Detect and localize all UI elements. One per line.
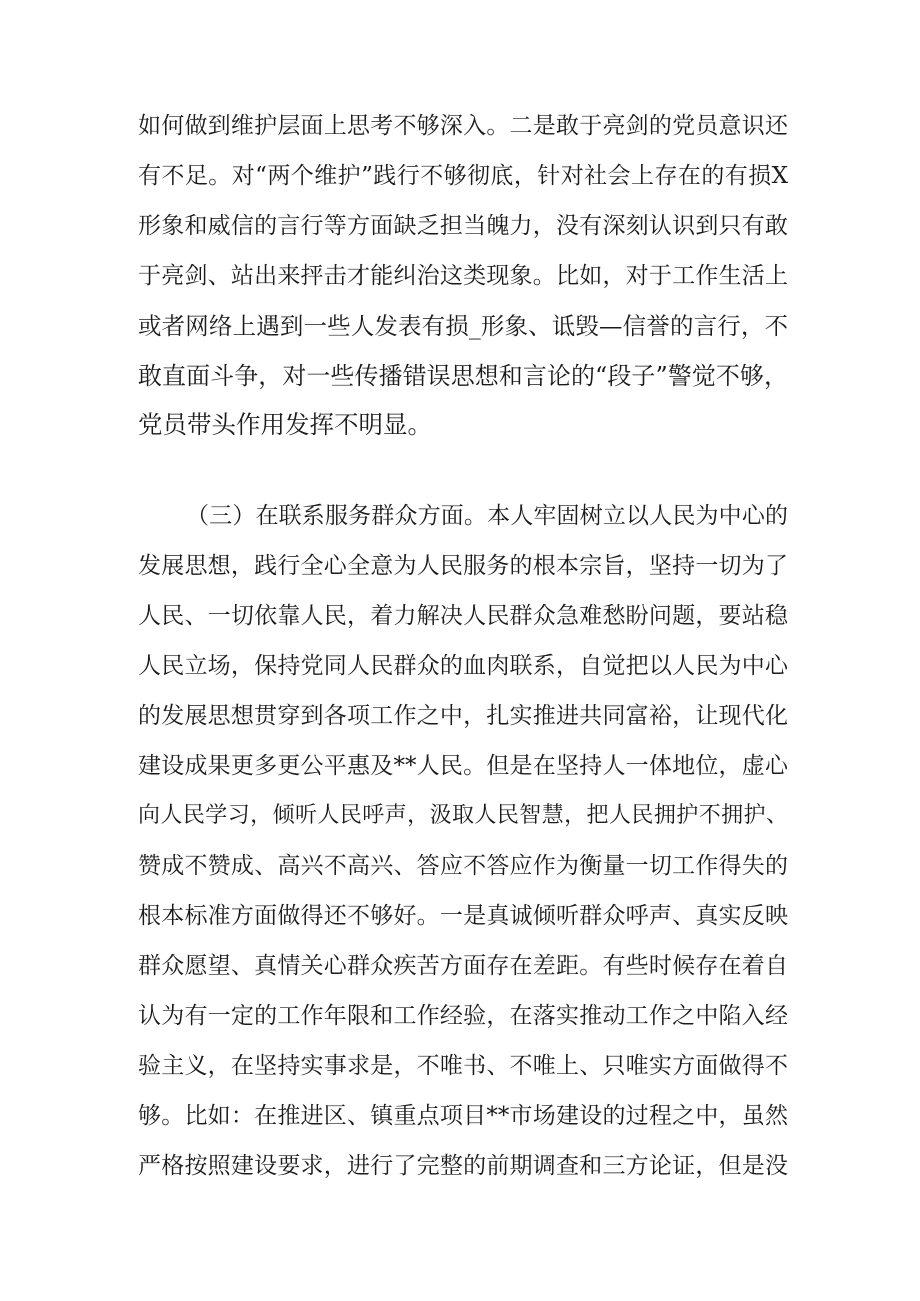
paragraph-1-line-6: 敢直面斗争，对一些传播错误思想和言论的“段子”警觉不够， xyxy=(138,362,788,390)
paragraph-2-line-9: 根本标准方面做得还不够好。一是真诚倾听群众呼声、真实反映 xyxy=(138,903,788,929)
paragraph-1-line-5: 或者网络上遇到一些人发表有损_形象、诋毁—信誉的言行，不 xyxy=(138,312,788,340)
paragraph-2-line-2: 发展思想，践行全心全意为人民服务的根本宗旨，坚持一切为了 xyxy=(138,553,788,579)
paragraph-2-line-5: 的发展思想贯穿到各项工作之中，扎实推进共同富裕，让现代化 xyxy=(138,703,788,729)
paragraph-2-line-7: 向人民学习，倾听人民呼声，汲取人民智慧，把人民拥护不拥护、 xyxy=(138,803,788,828)
paragraph-1-line-7: 党员带头作用发挥不明显。 xyxy=(138,410,432,439)
paragraph-2-line-13: 够。比如：在推进区、镇重点项目**市场建设的过程之中，虽然 xyxy=(138,1103,788,1129)
paragraph-2-line-12: 验主义，在坚持实事求是，不唯书、不唯上、只唯实方面做得不 xyxy=(138,1053,788,1079)
paragraph-1-line-3: 形象和威信的言行等方面缺乏担当魄力，没有深刻认识到只有敢 xyxy=(138,213,788,239)
paragraph-2-line-14: 严格按照建设要求，进行了完整的前期调查和三方论证，但是没 xyxy=(138,1153,788,1179)
paragraph-1-line-4: 于亮剑、站出来抨击才能纠治这类现象。比如，对于工作生活上 xyxy=(138,263,788,289)
paragraph-1-line-2: 有不足。对“两个维护”践行不够彻底，针对社会上存在的有损X xyxy=(138,163,788,189)
paragraph-2-line-1: （三）在联系服务群众方面。本人牢固树立以人民为中心的 xyxy=(186,503,788,529)
paragraph-1-line-1: 如何做到维护层面上思考不够深入。二是敢于亮剑的党员意识还 xyxy=(138,113,788,139)
paragraph-2-line-4: 人民立场，保持党同人民群众的血肉联系，自觉把以人民为中心 xyxy=(138,653,788,679)
paragraph-2-line-8: 赞成不赞成、高兴不高兴、答应不答应作为衡量一切工作得失的 xyxy=(138,853,788,879)
paragraph-2-line-10: 群众愿望、真情关心群众疾苦方面存在差距。有些时候存在着自 xyxy=(138,953,788,979)
paragraph-2-line-6: 建设成果更多更公平惠及**人民。但是在坚持人一体地位，虚心 xyxy=(138,753,788,779)
paragraph-2-line-11: 认为有一定的工作年限和工作经验，在落实推动工作之中陷入经 xyxy=(138,1003,788,1029)
paragraph-2-line-3: 人民、一切依靠人民，着力解决人民群众急难愁盼问题，要站稳 xyxy=(138,603,788,629)
